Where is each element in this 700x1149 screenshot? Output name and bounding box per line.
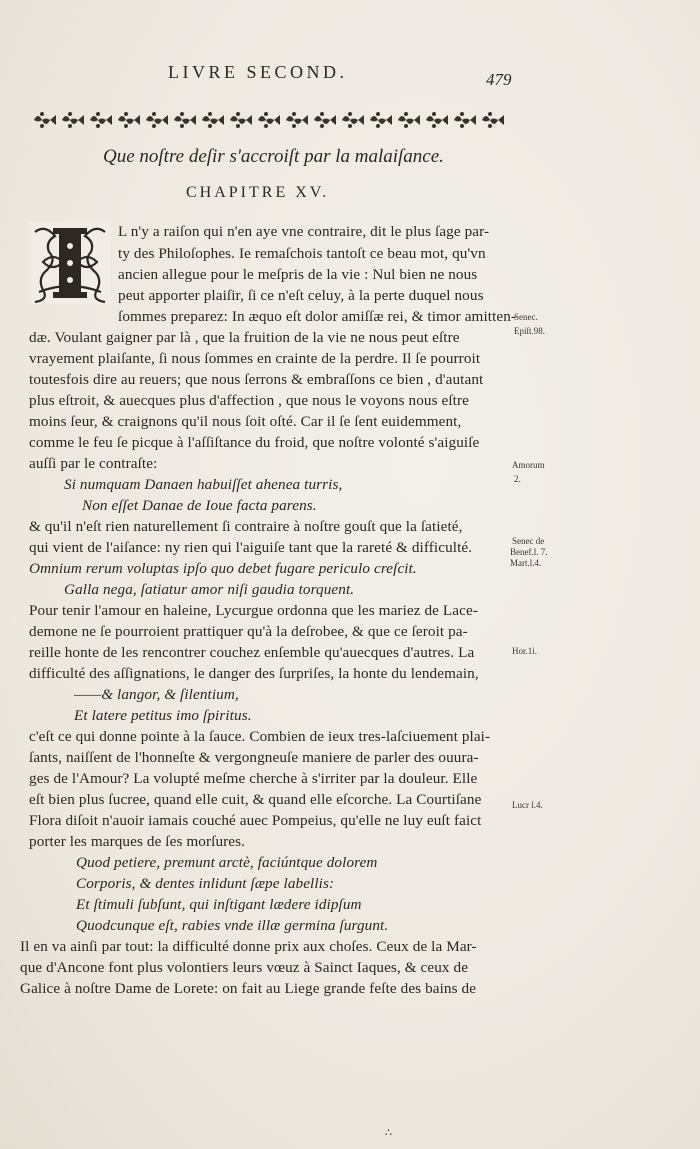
verse-line: Omnium rerum voluptas ipſo quo debet fugare periculo creſcit. xyxy=(29,560,417,577)
text-line: moins ſeur, & craignons qu'il nous ſoit oſté. Car il ſe ſent euidemment, xyxy=(29,413,462,430)
text-line: dæ. Voulant gaigner par là , que la fruition de la vie ne nous peut eſtre xyxy=(29,329,460,346)
text-line: ancien allegue pour le meſpris de la vie : Nul bien ne nous xyxy=(118,266,478,283)
verse-line: Quod petiere, premunt arctè, faciúntque dolorem xyxy=(76,854,378,871)
text-line: L n'y a raiſon qui n'en aye vne contraire, dit le plus ſage par- xyxy=(118,223,490,240)
margin-note: 2. xyxy=(514,474,521,484)
text-line: plus eſtroit, & auecques plus d'affection , que nous le voyons nous eſtre xyxy=(29,392,469,409)
text-line: ſants, naiſſent de l'honneſte & vergongneuſe maniere de parler des ouura- xyxy=(29,749,479,766)
text-line: qui vient de l'aiſance: ny rien qui l'aiguiſe tant que la rareté & difficulté. xyxy=(29,539,473,556)
text-line: porter les marques de ſes morſures. xyxy=(29,833,246,850)
verse-line: Si numquam Danaen habuiſſet ahenea turris, xyxy=(64,476,343,493)
text-line: Pour tenir l'amour en haleine, Lycurgue ordonna que les mariez de Lace- xyxy=(29,602,478,619)
verse-line: Et latere petitus imo ſpiritus. xyxy=(74,707,252,724)
text-line: vrayement plaiſante, ſi nous ſommes en crainte de la perdre. Il ſe pourroit xyxy=(29,350,481,367)
text-line: ges de l'Amour? La volupté meſme cherche à s'irriter par la douleur. Elle xyxy=(29,770,478,787)
page-number: 479 xyxy=(486,70,512,89)
text-line: ty des Philoſophes. Ie remaſchois tantoſt ce beau mot, qu'vn xyxy=(118,245,486,262)
text-line: ſommes preparez: In æquo eſt dolor amiſſæ rei, & timor amitten- xyxy=(118,308,517,325)
text-line: difficulté des aſſignations, le danger des ſurpriſes, la honte du lendemain, xyxy=(29,665,479,682)
text-line: & qu'il n'eſt rien naturellement ſi contraire à noſtre gouſt que la ſatieté, xyxy=(29,518,463,535)
page-mark: ∴ xyxy=(385,1127,392,1139)
margin-note: Senec de xyxy=(512,536,545,546)
margin-note: Epiſt.98. xyxy=(514,326,545,336)
text-line: reille honte de les rencontrer couchez enſemble qu'auecques d'autres. La xyxy=(29,644,475,661)
margin-note: Lucr l.4. xyxy=(512,800,543,810)
chapter-number: CHAPITRE XV. xyxy=(186,184,330,201)
verse-line: ——& langor, & ſilentium, xyxy=(74,686,239,703)
margin-note: Amorum xyxy=(512,460,545,470)
text-line: toutesfois dire au reuers; que nous ſerrons & embraſſons ce bien , d'autant xyxy=(29,371,484,388)
margin-note: Benef.l. 7. xyxy=(510,547,548,557)
text-line: que d'Ancone font plus volontiers leurs vœuz à Sainct Iaques, & ceux de xyxy=(20,959,469,976)
verse-line: Galla nega, ſatiatur amor niſi gaudia torquent. xyxy=(64,581,355,598)
text-line: Il en va ainſi par tout: la difficulté donne prix aux choſes. Ceux de la Mar- xyxy=(20,938,477,955)
ornamental-band xyxy=(30,108,512,132)
text-line: auſſi par le contraſte: xyxy=(29,455,158,472)
margin-note: Mart.l.4. xyxy=(510,558,542,568)
text-line: comme le feu ſe picque à l'aſſiſtance du froid, que noſtre volonté s'aiguiſe xyxy=(29,434,480,451)
text-line: Galice à noſtre Dame de Lorete: on fait au Liege grande feſte des bains de xyxy=(20,980,477,997)
verse-line: Corporis, & dentes inlidunt ſæpe labellis: xyxy=(76,875,335,892)
decorated-initial-letter xyxy=(29,222,111,304)
text-line: eſt bien plus ſucree, quand elle cuit, & quand elle eſcorche. La Courtiſane xyxy=(29,791,482,808)
margin-note: Hor.1i. xyxy=(512,646,538,656)
verse-line: Quodcunque eſt, rabies vnde illæ germina ſurgunt. xyxy=(76,917,389,934)
margin-note: Senec. xyxy=(514,312,538,322)
text-line: demone ne ſe pourroient prattiquer qu'à la deſrobee, & que ce ſeroit pa- xyxy=(29,623,468,640)
chapter-title: Que noſtre deſir s'accroiſt par la malaiſance. xyxy=(103,146,444,167)
verse-line: Et ſtimuli ſubſunt, qui inſtigant lædere idipſum xyxy=(76,896,362,913)
running-title: LIVRE SECOND. xyxy=(168,62,348,82)
text-line: c'eſt ce qui donne pointe à la ſauce. Combien de ieux tres-laſciuement plai- xyxy=(29,728,491,745)
verse-line: Non eſſet Danae de Ioue facta parens. xyxy=(82,497,317,514)
text-line: peut apporter plaiſir, ſi ce n'eſt celuy, à la perte duquel nous xyxy=(118,287,484,304)
text-line: Flora diſoit n'auoir iamais couché auec Pompeius, qu'elle ne luy euſt faict xyxy=(29,812,482,829)
